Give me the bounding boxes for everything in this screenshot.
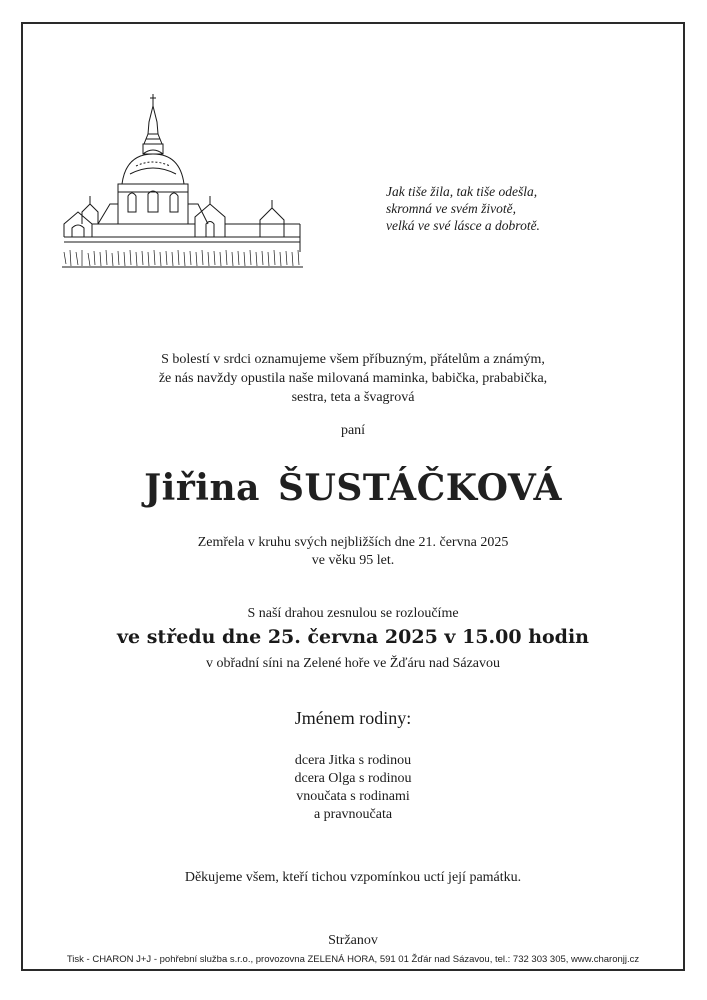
printer-footer: Tisk - CHARON J+J - pohřební služba s.r.o., provozovna ZELENÁ HORA, 591 01 Žďár nad Sázavou, tel.: 732 303 305, www.charonjj.cz <box>66 954 640 965</box>
poem-line: skromná ve svém životě, <box>386 201 516 216</box>
family-member: dcera Olga s rodinou <box>294 771 412 786</box>
farewell-lead: S naší drahou zesnulou se rozloučíme <box>247 606 459 621</box>
poem-line: velká ve své lásce a dobrotě. <box>386 218 540 233</box>
intro-line: S bolestí v srdci oznamujeme všem příbuzným, přátelům a známým, <box>161 352 545 367</box>
family-member: dcera Jitka s rodinou <box>294 753 412 768</box>
death-details <box>21 534 685 570</box>
place-name: Stržanov <box>328 933 378 948</box>
deceased-surname: ŠUSTÁČKOVÁ <box>277 467 562 509</box>
intro-line: že nás navždy opustila naše milovaná maminka, babička, prababička, <box>158 371 548 386</box>
family-heading: Jménem rodiny: <box>294 708 412 728</box>
intro-line: sestra, teta a švagrová <box>291 390 415 405</box>
church-illustration <box>60 92 305 270</box>
family-members <box>21 752 685 824</box>
deceased-name <box>21 467 685 509</box>
family-member: a pravnoučata <box>313 807 393 822</box>
thanks-note: Děkujeme všem, kteří tichou vzpomínkou uctí její památku. <box>184 870 522 885</box>
deceased-first-name: Jiřina <box>144 467 260 509</box>
age-line: ve věku 95 let. <box>311 553 395 568</box>
farewell-date-time: ve středu dne 25. června 2025 v 15.00 hodin <box>116 626 589 648</box>
poem-line: Jak tiše žila, tak tiše odešla, <box>386 184 538 199</box>
announcement-intro <box>21 350 685 407</box>
farewell-location: v obřadní síni na Zelené hoře ve Žďáru nad Sázavou <box>206 656 500 671</box>
family-member: vnoučata s rodinami <box>296 789 410 804</box>
death-line: Zemřela v kruhu svých nejbližších dne 21. června 2025 <box>197 535 509 550</box>
title-pani: paní <box>340 423 366 438</box>
poem <box>386 183 636 234</box>
